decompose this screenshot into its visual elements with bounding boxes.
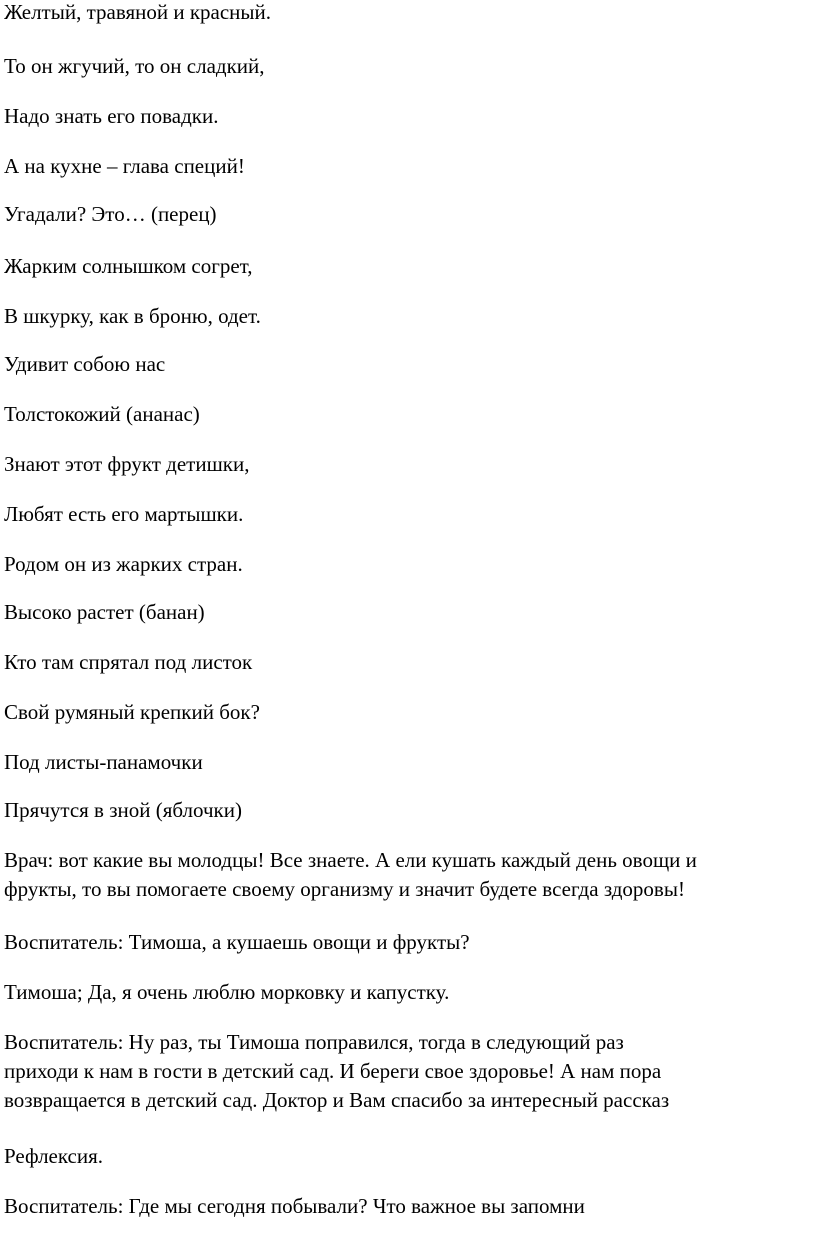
text-line: Высоко растет (банан) <box>4 600 205 624</box>
paragraph <box>4 796 812 825</box>
paragraph <box>4 400 812 429</box>
text-line: Надо знать его повадки. <box>4 104 219 128</box>
text-line: Воспитатель: Тимоша, а кушаешь овощи и фрукты? <box>4 930 470 954</box>
text-line: А на кухне – глава специй! <box>4 154 245 178</box>
text-line: Любят есть его мартышки. <box>4 502 244 526</box>
paragraph <box>4 1142 812 1171</box>
text-line: Свой румяный крепкий бок? <box>4 700 260 724</box>
paragraph <box>4 598 812 627</box>
paragraph <box>4 450 812 479</box>
paragraph <box>4 1028 812 1115</box>
text-line: Жарким солнышком согрет, <box>4 254 253 278</box>
paragraph <box>4 648 812 677</box>
text-line: приходи к нам в гости в детский сад. И береги свое здоровье! А нам пора <box>4 1059 662 1083</box>
text-line: фрукты, то вы помогаете своему организму и значит будете всегда здоровы! <box>4 877 685 901</box>
paragraph <box>4 550 812 579</box>
paragraph <box>4 152 812 181</box>
text-line: В шкурку, как в броню, одет. <box>4 304 261 328</box>
text-line: Толстокожий (ананас) <box>4 402 200 426</box>
paragraph <box>4 350 812 379</box>
paragraph <box>4 200 812 229</box>
text-line: Под листы-панамочки <box>4 750 203 774</box>
text-line: Воспитатель: Где мы сегодня побывали? Что важное вы запомни <box>4 1194 585 1218</box>
text-line: Воспитатель: Ну раз, ты Тимоша поправился, тогда в следующий раз <box>4 1030 624 1054</box>
paragraph <box>4 0 812 27</box>
text-line: Рефлексия. <box>4 1144 104 1168</box>
paragraph <box>4 846 812 904</box>
paragraph <box>4 102 812 131</box>
text-line: Кто там спрятал под листок <box>4 650 253 674</box>
paragraph <box>4 252 812 281</box>
text-line: Удивит собою нас <box>4 352 166 376</box>
text-line: Знают этот фрукт детишки, <box>4 452 250 476</box>
paragraph <box>4 302 812 331</box>
text-line: Желтый, травяной и красный. <box>4 0 272 24</box>
paragraph <box>4 928 812 957</box>
paragraph <box>4 1192 812 1221</box>
paragraph <box>4 500 812 529</box>
text-line: То он жгучий, то он сладкий, <box>4 54 265 78</box>
paragraph <box>4 978 812 1007</box>
text-line: возвращается в детский сад. Доктор и Вам спасибо за интересный рассказ <box>4 1088 670 1112</box>
text-line: Врач: вот какие вы молодцы! Все знаете. А ели кушать каждый день овощи и <box>4 848 697 872</box>
text-line: Угадали? Это… (перец) <box>4 202 217 226</box>
text-line: Прячутся в зной (яблочки) <box>4 798 242 822</box>
paragraph <box>4 698 812 727</box>
text-line: Родом он из жарких стран. <box>4 552 243 576</box>
paragraph <box>4 748 812 777</box>
text-line: Тимоша; Да, я очень люблю морковку и капустку. <box>4 980 450 1004</box>
paragraph <box>4 52 812 81</box>
